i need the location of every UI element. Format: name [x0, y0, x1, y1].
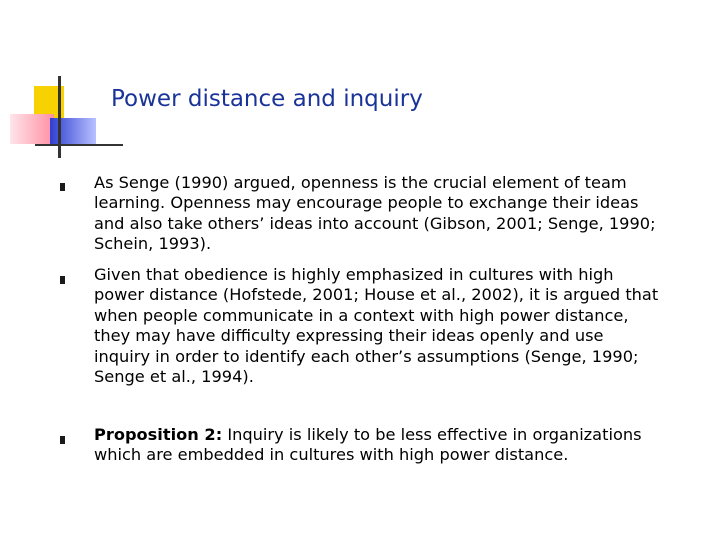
slide-title: Power distance and inquiry [111, 86, 423, 112]
bullet-text-3 [94, 425, 664, 466]
proposition-label: Proposition 2: [94, 425, 223, 444]
bullet-text-1: As Senge (1990) argued, openness is the crucial element of team learning. Openness may encourage people to exchange their ideas and also take others’ ideas into account (Gibson, 2001; Senge, 1990; Schein, 1993). [94, 173, 656, 254]
bullet-text-2: Given that obedience is highly emphasized in cultures with high power distance (Hofstede, 2001; House et al., 2002), it is argued that when people communicate in a context with high power distance, they may have difficulty expressing their ideas openly and use inquiry in order to identify each other’s assumptions (Senge, 1990; Senge et al., 1994). [94, 265, 659, 387]
bullet-marker-icon [60, 276, 65, 284]
bullet-marker-icon [60, 436, 65, 444]
proposition-text: Inquiry is likely to be less effective in organizations which are embedded in cultures with high power distance. [94, 425, 642, 465]
bullet-marker-icon [60, 183, 65, 191]
